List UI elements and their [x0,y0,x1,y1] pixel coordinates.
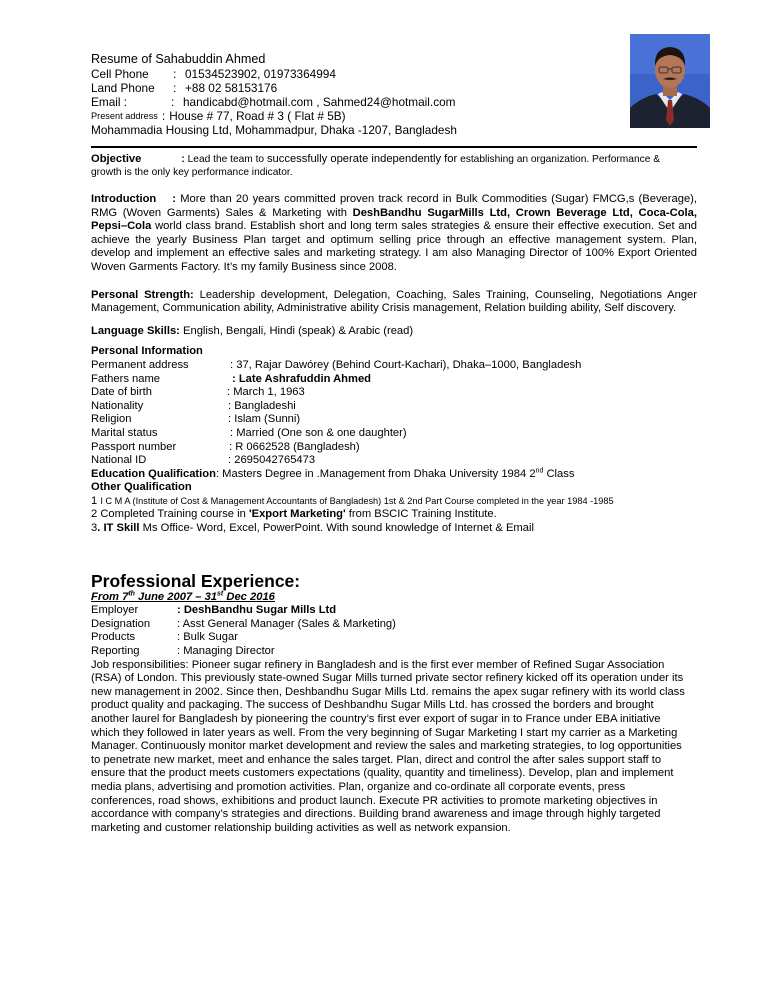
pi-label: Passport number [91,440,177,453]
pi-value: : March 1, 1963 [227,386,305,399]
introduction-text2: world class brand. Establish short and long term sales strategies & ensure their effective execution. Set and achieve the yearly Business Plan target and optimum selling price through an effective management system. Plan, develop and implement an effective sales and marketing strategy. I am also Managing Director of 100% Export Oriented Woven Garments Factory. It’s my family Business since 2008. [91,220,698,273]
period-sup: th [128,589,135,597]
introduction-section [91,193,697,275]
objective-text-b: successfully operate independently for [266,153,458,165]
contact-cell-phone [91,67,697,81]
personal-strength-label: Personal Strength: [91,288,194,301]
objective-section [91,153,697,179]
contact-label: Land Phone [91,81,155,95]
pi-label: Date of birth [91,386,152,399]
oq-text: Ms Office- Word, Excel, PowerPoint. With sound knowledge of Internet & Email [142,522,534,535]
pi-value: : Married (One son & one daughter) [230,426,407,439]
exp-value: : Asst General Manager (Sales & Marketing) [177,617,396,630]
objective-label: Objective [91,153,142,165]
personal-info-row [91,359,697,373]
pi-value: : Islam (Sunni) [228,413,301,426]
oq-bold: 'Export Marketing' [248,508,346,521]
experience-details [91,604,697,658]
experience-row [91,645,697,659]
present-address-value: House # 77, Road # 3 ( Flat # 5B) [169,109,346,123]
present-address-label: Present address [91,111,158,121]
pi-label: Fathers name [91,372,161,385]
personal-strength-text: Leadership development, Delegation, Coaching, Sales Training, Counseling, Negotiations Anger Management, Communication ability, Administrative ability Crisis management, Relation building ability, Self discovery. [91,288,697,315]
personal-info-heading: Personal Information [91,345,203,358]
personal-info-row [91,454,697,468]
experience-heading: Professional Experience: [91,570,301,591]
other-qualification-heading: Other Qualification [91,481,192,494]
language-section [91,325,697,339]
contact-label: Cell Phone [91,67,149,81]
period-text: Dec 2016 [223,590,275,603]
exp-label: Designation [91,617,151,630]
exp-label: Reporting [91,645,140,658]
personal-info-row [91,441,697,455]
introduction-label: Introduction [91,193,157,205]
present-address: Present address : House # 77, Road # 3 ( Flat # 5B) [91,109,346,123]
pi-value: : 2695042765473 [228,454,316,467]
personal-strength-section [91,289,697,316]
contact-value: 01534523902, 01973364994 [185,67,336,81]
education-tail: Class [543,467,575,480]
language-text: English, Bengali, Hindi (speak) & Arabic (read) [183,324,414,337]
oq-text: 2 Completed Training course in [91,508,246,521]
objective-sep: : [181,154,185,165]
personal-info-row [91,400,697,414]
contact-label: Email : [91,95,128,109]
objective-text-d: growth is the only key performance indicator. [91,167,293,178]
pi-value: : Late Ashrafuddin Ahmed [232,372,372,385]
experience-row [91,618,697,632]
experience-row [91,604,697,618]
education-section [91,468,697,482]
experience-row [91,631,697,645]
exp-label: Employer [91,604,139,617]
introduction-text1: More than 20 years committed proven track record in Bulk Commodities (Sugar) FMCG,s (Beverage), RMG (Woven Garments) Sales & Marketing with [91,193,697,219]
email-value[interactable]: handicabd@hotmail.com , Sahmed24@hotmail.com [183,95,456,109]
language-label: Language Skills: [91,324,180,337]
other-qualification-item-1 [91,495,697,509]
oq-bold: . IT Skill [97,522,140,535]
experience-period [91,591,697,605]
other-qualification-item-2 [91,508,697,522]
oq-number: 3 [91,522,98,535]
personal-info-table [91,359,697,468]
present-address-line2: Mohammadia Housing Ltd, Mohammadpur, Dhaka -1207, Bangladesh [91,123,457,137]
personal-info-row [91,386,697,400]
pi-value: : R 0662528 (Bangladesh) [229,440,360,453]
resume-document [91,52,697,835]
period-sup: st [217,589,224,597]
personal-info-row [91,373,697,387]
pi-value: : 37, Rajar Dawórey (Behind Court-Kachari), Dhaka–1000, Bangladesh [230,358,582,371]
oq-number: 1 [91,494,98,507]
oq-text: from BSCIC Training Institute. [348,508,497,521]
pi-label: Permanent address [91,358,189,371]
exp-value: : DeshBandhu Sugar Mills Ltd [177,604,337,617]
pi-label: Nationality [91,399,144,412]
contact-sep: : [173,81,177,95]
pi-label: Religion [91,413,132,426]
introduction-sep: : [172,193,176,205]
education-sup: nd [535,466,544,474]
education-label: Education Qualification [91,467,216,480]
personal-info-row [91,427,697,441]
resume-title: Resume of Sahabuddin Ahmed [91,52,266,66]
objective-text-c: establishing an organization. Performance & [460,154,660,165]
job-responsibilities: Job responsibilities: Pioneer sugar refinery in Bangladesh and is the first ever member of Refined Sugar Association (RSA) of London. This previously state-owned Sugar Mills turned private sector refinery kicked off its operation under its new management in 2002. Since then, Deshbandhu Sugar Mills Ltd. remains the apex sugar refinery with its world class product quality and packaging. The success of Deshbandhu Sugar Mills Ltd. has crossed the borders and brought another laurel for Bangladesh by pioneering the country’s first ever export of sugar in to France under EBA initiative which they followed in later years as well. From the very beginning of Sugar Marketing I start my carrier as a Marketing Manager. Continuously monitor market development and review the sales and marketing strategies, to log opportunities to penetrate new market, meet and enhance the sales target. Plan, direct and control the after sales support staff to ensure that the product meets customers expectations (quality, quantity and timeliness). Develop, plan and implement media plans, advertising and promotion activities. Plan, organize and co-ordinate all corporate events, press conferences, road shows, exhibitions and product launch. Execute PR activities to promote marketing objectives in accordance with company’s strategies and directions. Building brand awareness and image through highly targeted marketing and customer relationship building activities as well as network expansion. [91,658,685,834]
introduction-brands: DeshBandhu SugarMills Ltd, Crown Beverage Ltd, Coca-Cola, Pepsi–Cola [91,206,697,233]
pi-label: National ID [91,454,147,467]
exp-value: : Managing Director [177,645,275,658]
pi-label: Marital status [91,426,158,439]
contact-sep: : [173,67,177,81]
personal-info-row [91,413,697,427]
exp-label: Products [91,631,136,644]
contact-email [91,95,697,109]
exp-value: : Bulk Sugar [177,631,238,644]
other-qualification-item-3 [91,522,697,536]
period-text: From 7 [91,590,129,603]
period-text: June 2007 – 31 [134,590,218,603]
contact-sep: : [171,95,175,109]
contact-value: +88 02 58153176 [185,81,278,95]
objective-text-a: Lead the team to [187,154,265,165]
contact-land-phone [91,81,697,95]
oq-text: I C M A (Institute of Cost & Management Accountants of Bangladesh) 1st & 2nd Part Course completed in the year 1984 -1985 [100,495,614,506]
pi-value: : Bangladeshi [228,399,296,412]
education-text: : Masters Degree in .Management from Dhaka University 1984 2 [215,467,536,480]
